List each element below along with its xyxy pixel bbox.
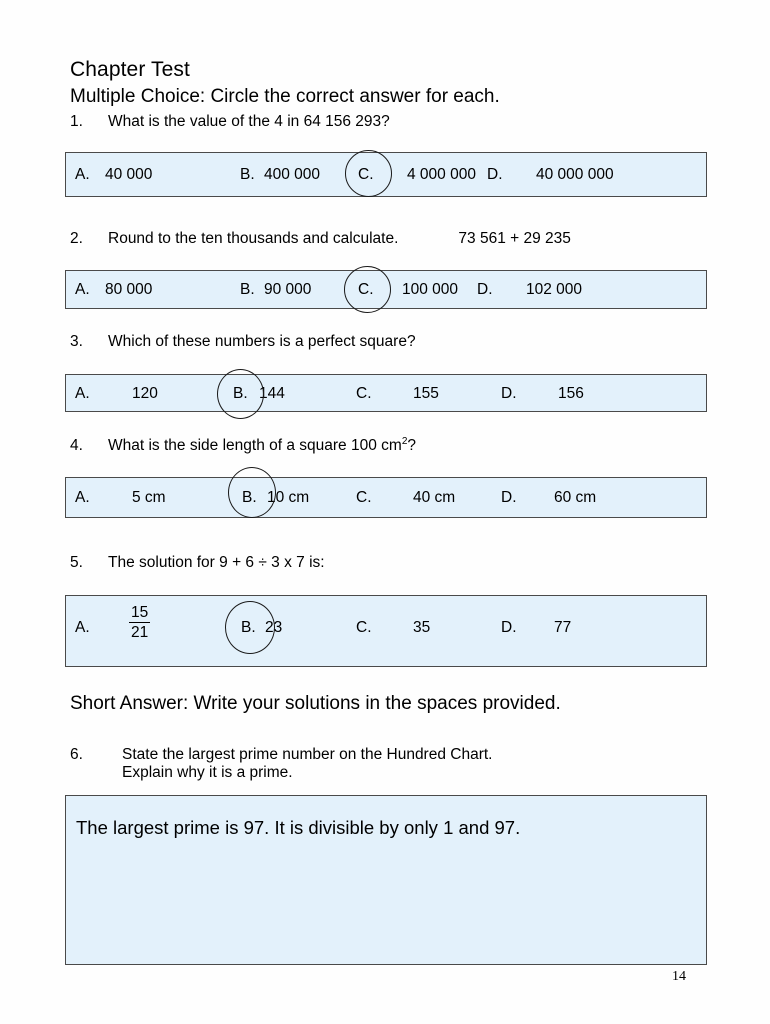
question-4-option-d-value[interactable]: 60 cm [554,489,597,506]
question-2-text: Round to the ten thousands and calculate. [108,230,399,247]
question-1-option-a-letter[interactable]: A. [75,166,90,183]
question-6-answer-box[interactable] [65,795,707,965]
question-2-options-box [65,270,707,309]
question-1-option-d-value[interactable]: 40 000 000 [536,166,614,183]
question-2-option-b-value[interactable]: 90 000 [264,281,312,298]
question-6-text-line-2: Explain why it is a prime. [122,764,293,781]
question-2-option-a-value[interactable]: 80 000 [105,281,153,298]
question-4-prompt [70,436,416,456]
question-6-prompt-line-1 [70,745,492,765]
fraction-numerator: 15 [131,604,149,621]
question-5-option-c-value[interactable]: 35 [413,619,431,636]
question-3-number: 3. [70,333,83,350]
question-2-option-c-letter[interactable]: C. [358,281,374,298]
question-4-option-a-letter[interactable]: A. [75,489,90,506]
multiple-choice-instructions: Multiple Choice: Circle the correct answer for each. [70,86,500,107]
question-4-option-d-letter[interactable]: D. [501,489,517,506]
question-1-option-b-value[interactable]: 400 000 [264,166,321,183]
question-2-expression: 73 561 + 29 235 [458,230,571,247]
short-answer-instructions: Short Answer: Write your solutions in the spaces provided. [70,693,561,714]
question-3-option-b-value[interactable]: 144 [259,385,285,402]
question-5-option-d-letter[interactable]: D. [501,619,517,636]
question-1-text: What is the value of the 4 in 64 156 293? [108,113,390,130]
question-5-option-a-fraction[interactable] [129,604,150,641]
question-5-option-c-letter[interactable]: C. [356,619,372,636]
question-5-number: 5. [70,554,83,571]
question-3-prompt [70,332,416,352]
question-2-option-d-value[interactable]: 102 000 [526,281,583,298]
question-2-option-b-letter[interactable]: B. [240,281,255,298]
question-2-number: 2. [70,230,83,247]
question-4-option-a-value[interactable]: 5 cm [132,489,166,506]
question-2-option-a-letter[interactable]: A. [75,281,90,298]
question-5-text: The solution for 9 + 6 ÷ 3 x 7 is: [108,554,325,571]
question-1-options-box [65,152,707,197]
question-1-prompt [70,112,390,132]
question-1-option-d-letter[interactable]: D. [487,166,503,183]
question-3-option-a-letter[interactable]: A. [75,385,90,402]
question-4-text: What is the side length of a square 100 cm [108,437,402,454]
question-4-option-c-value[interactable]: 40 cm [413,489,456,506]
question-3-text: Which of these numbers is a perfect square? [108,333,416,350]
question-4-option-b-letter[interactable]: B. [242,489,257,506]
question-3-option-d-value[interactable]: 156 [558,385,584,402]
question-4-superscript: 2 [401,435,408,447]
question-5-option-a-letter[interactable]: A. [75,619,90,636]
question-1-number: 1. [70,113,83,130]
question-3-option-c-letter[interactable]: C. [356,385,372,402]
question-2-option-d-letter[interactable]: D. [477,281,493,298]
question-1-option-c-value[interactable]: 4 000 000 [407,166,476,183]
question-1-option-a-value[interactable]: 40 000 [105,166,153,183]
question-6-answer-text: The largest prime is 97. It is divisible by only 1 and 97. [76,817,521,838]
question-6-text-line-1: State the largest prime number on the Hundred Chart. [122,746,493,763]
page-number: 14 [672,969,686,984]
question-5-options-box [65,595,707,667]
question-2-option-c-value[interactable]: 100 000 [402,281,459,298]
question-3-option-d-letter[interactable]: D. [501,385,517,402]
question-1-option-b-letter[interactable]: B. [240,166,255,183]
page-title: Chapter Test [70,58,190,81]
question-3-option-a-value[interactable]: 120 [132,385,158,402]
question-4-option-b-value[interactable]: 10 cm [267,489,310,506]
question-6-prompt-line-2 [122,763,293,783]
question-2-prompt [70,229,571,249]
question-4-text-end: ? [407,437,416,454]
question-1-option-c-letter[interactable]: C. [358,166,374,183]
question-3-option-c-value[interactable]: 155 [413,385,439,402]
question-4-option-c-letter[interactable]: C. [356,489,372,506]
question-4-options-box [65,477,707,518]
question-5-option-b-letter[interactable]: B. [241,619,256,636]
fraction-denominator: 21 [131,624,149,641]
question-4-number: 4. [70,437,83,454]
question-5-option-d-value[interactable]: 77 [554,619,572,636]
question-5-prompt [70,553,325,573]
question-3-option-b-letter[interactable]: B. [233,385,248,402]
question-6-number: 6. [70,746,83,763]
question-5-option-b-value[interactable]: 23 [265,619,283,636]
question-3-options-box [65,374,707,412]
